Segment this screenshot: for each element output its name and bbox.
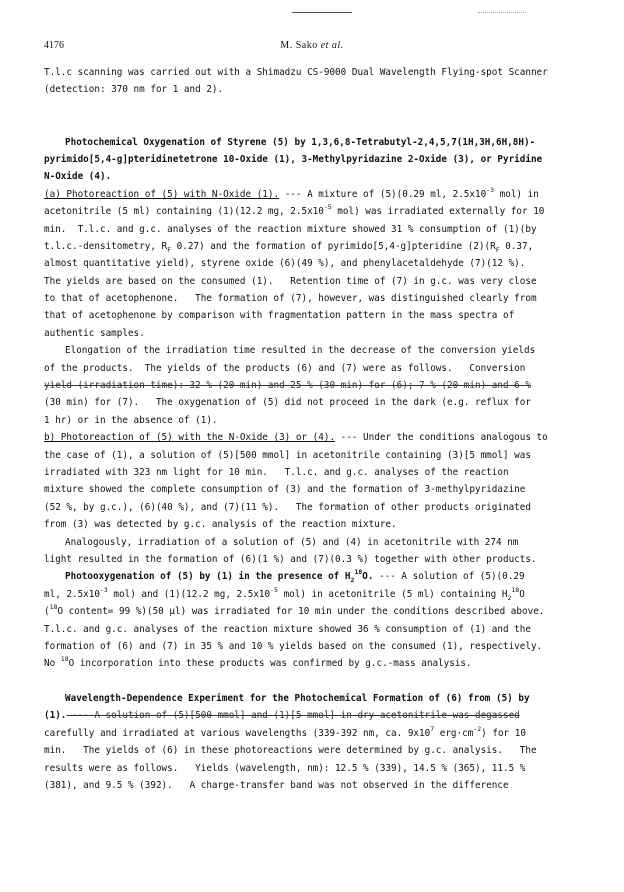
- page-number: 4176: [44, 40, 64, 51]
- running-head: [0, 40, 624, 51]
- section3-line-4: min. The yields of (6) in these photoreactions were determined by g.c. analysis. The: [44, 745, 537, 757]
- section2-line-2: ml, $2.5x10^{-3}$ mol) and (1)(12.2 mg, $2.5x10^{-5}$ mol) in acetonitrile (5 ml) containing $H_2^{18}O$: [44, 585, 525, 602]
- running-head-author: M. Sako: [280, 40, 318, 51]
- section3-line-3: carefully and irradiated at various wavelengths (339-392 nm, ca. $9x10^7$ $erg\cdot cm^{-2}$) for 10: [44, 724, 526, 739]
- section2-line-3: ($^{18}$O content= 99 %)(50 µl) was irradiated for 10 min under the conditions described above.: [44, 603, 545, 618]
- para-b-line-4: (52 %, by g.c.), (6)(40 %), and (7)(11 %). The formation of other products originated: [44, 501, 531, 513]
- para-c-line-1: Analogously, irradiation of a solution of (5) and (4) in acetonitrile with 274 nm: [65, 536, 519, 548]
- intro-line-1: T.l.c scanning was carried out with a Shimadzu CS-9000 Dual Wavelength Flying-spot Scanner: [44, 67, 548, 78]
- para-2-line-1: Elongation of the irradiation time resulted in the decrease of the conversion yields: [65, 345, 536, 357]
- para-b-line-1: the case of (1), a solution of (5)[500 mmol] in acetonitrile containing (3)[5 mmol] was: [44, 449, 531, 461]
- intro-line-2: (detection: 370 nm for 1 and 2).: [44, 84, 224, 96]
- para-a-line-1: acetonitrile (5 ml) containing (1)(12.2 mg, $2.5x10^{-5}$ mol) was irradiated externally for 10: [44, 203, 545, 218]
- para-b-line-5: from (3) was detected by g.c. analysis of the reaction mixture.: [44, 519, 397, 531]
- section2-line-1: Photooxygenation of (5) by (1) in the presence of $H_2^{18}O$. --- A solution of (5)(0.29: [65, 568, 525, 585]
- para-c-line-2: light resulted in the formation of (6)(1 %) and (7)(0.3 %) together with other products.: [44, 553, 537, 565]
- para-a-line-4: almost quantitative yield), styrene oxide (6)(49 %), and phenylacetaldehyde (7)(12 %).: [44, 258, 526, 270]
- section1-heading-3: N-Oxide (4).: [44, 171, 112, 183]
- body-text: [44, 64, 586, 794]
- para-a-line-6: to that of acetophenone. The formation of (7), however, was distinguished clearly from: [44, 293, 537, 305]
- para-2-line-2: of the products. The yields of the products (6) and (7) were as follows. Conversion: [44, 362, 526, 374]
- running-head-etal: et al.: [320, 40, 344, 51]
- para-2-line-5: 1 hr) or in the absence of (1).: [44, 414, 218, 426]
- subsection-b-line: b) Photoreaction of (5) with the N-Oxide (3) or (4). --- Under the conditions analogous to: [44, 432, 548, 444]
- section3-heading-1: Wavelength-Dependence Experiment for the Photochemical Formation of (6) from (5) by: [65, 693, 530, 705]
- para-2-line-4: (30 min) for (7). The oxygenation of (5) did not proceed in the dark (e.g. reflux for: [44, 397, 531, 409]
- section3-heading-2: (1).: [44, 710, 67, 722]
- para-2-line-3: yield (irradiation time): 32 % (20 min) and 25 % (30 min) for (6); 7 % (20 min) and 6 %: [44, 380, 531, 392]
- section2-title: Photooxygenation of (5) by (1) in the presence of $H_2^{18}O$.: [65, 568, 374, 585]
- section2-line-5: formation of (6) and (7) in 35 % and 10 % yields based on the consumed (1), respectively.: [44, 640, 543, 652]
- para-a-line-3: t.l.c.-densitometry, $R_F$ 0.27) and the formation of pyrimido[5,4-g]pteridine $(2)(R_F$ 0.37,: [44, 240, 534, 254]
- subsection-a-line: (a) Photoreaction of (5) with N-Oxide (1). --- A mixture of (5)(0.29 ml, $2.5x10^{-3}$ mol) in: [44, 185, 539, 200]
- section3-line-6: (381), and 9.5 % (392). A charge-transfer band was not observed in the difference: [44, 780, 509, 792]
- section3-line-5: results were as follows. Yields (wavelength, nm): 12.5 % (339), 14.5 % (365), 11.5 %: [44, 762, 526, 774]
- header-rule: [292, 12, 352, 13]
- para-a-line-8: authentic samples.: [44, 327, 145, 339]
- subsection-b-title: b) Photoreaction of (5) with the N-Oxide (3) or (4).: [44, 432, 336, 444]
- section2-line-6: No $^{18}$O incorporation into these products was confirmed by g.c.-mass analysis.: [44, 655, 472, 670]
- para-a-line-2: min. T.l.c. and g.c. analyses of the reaction mixture showed 31 % consumption of (1)(by: [44, 223, 537, 235]
- para-a-line-7: that of acetophenone by comparison with fragmentation pattern in the mass spectra of: [44, 310, 515, 322]
- section1-heading-1: Photochemical Oxygenation of Styrene (5) by 1,3,6,8-Tetrabutyl-2,4,5,7(1H,3H,6H,8H)-: [65, 136, 536, 148]
- header-dotted-rule: [478, 12, 526, 13]
- para-b-line-3: mixture showed the complete consumption of (3) and the formation of 3-methylpyridazine: [44, 484, 526, 496]
- para-b-line-2: irradiated with 323 nm light for 10 min. T.l.c. and g.c. analyses of the reaction: [44, 466, 509, 478]
- para-a-line-5: The yields are based on the consumed (1). Retention time of (7) in g.c. was very close: [44, 275, 537, 287]
- section1-heading-2: pyrimido[5,4-g]pteridinetetrone 10-Oxide (1), 3-Methylpyridazine 2-Oxide (3), or Pyridine: [44, 153, 543, 165]
- section3-line-2: (1). --- A solution of (5)[500 mmol] and (1)[5 mmol] in dry acetonitrile was degassed: [44, 710, 520, 722]
- section2-line-4: T.l.c. and g.c. analyses of the reaction mixture showed 36 % consumption of (1) and the: [44, 623, 531, 635]
- subsection-a-title: (a) Photoreaction of (5) with N-Oxide (1).: [44, 188, 280, 200]
